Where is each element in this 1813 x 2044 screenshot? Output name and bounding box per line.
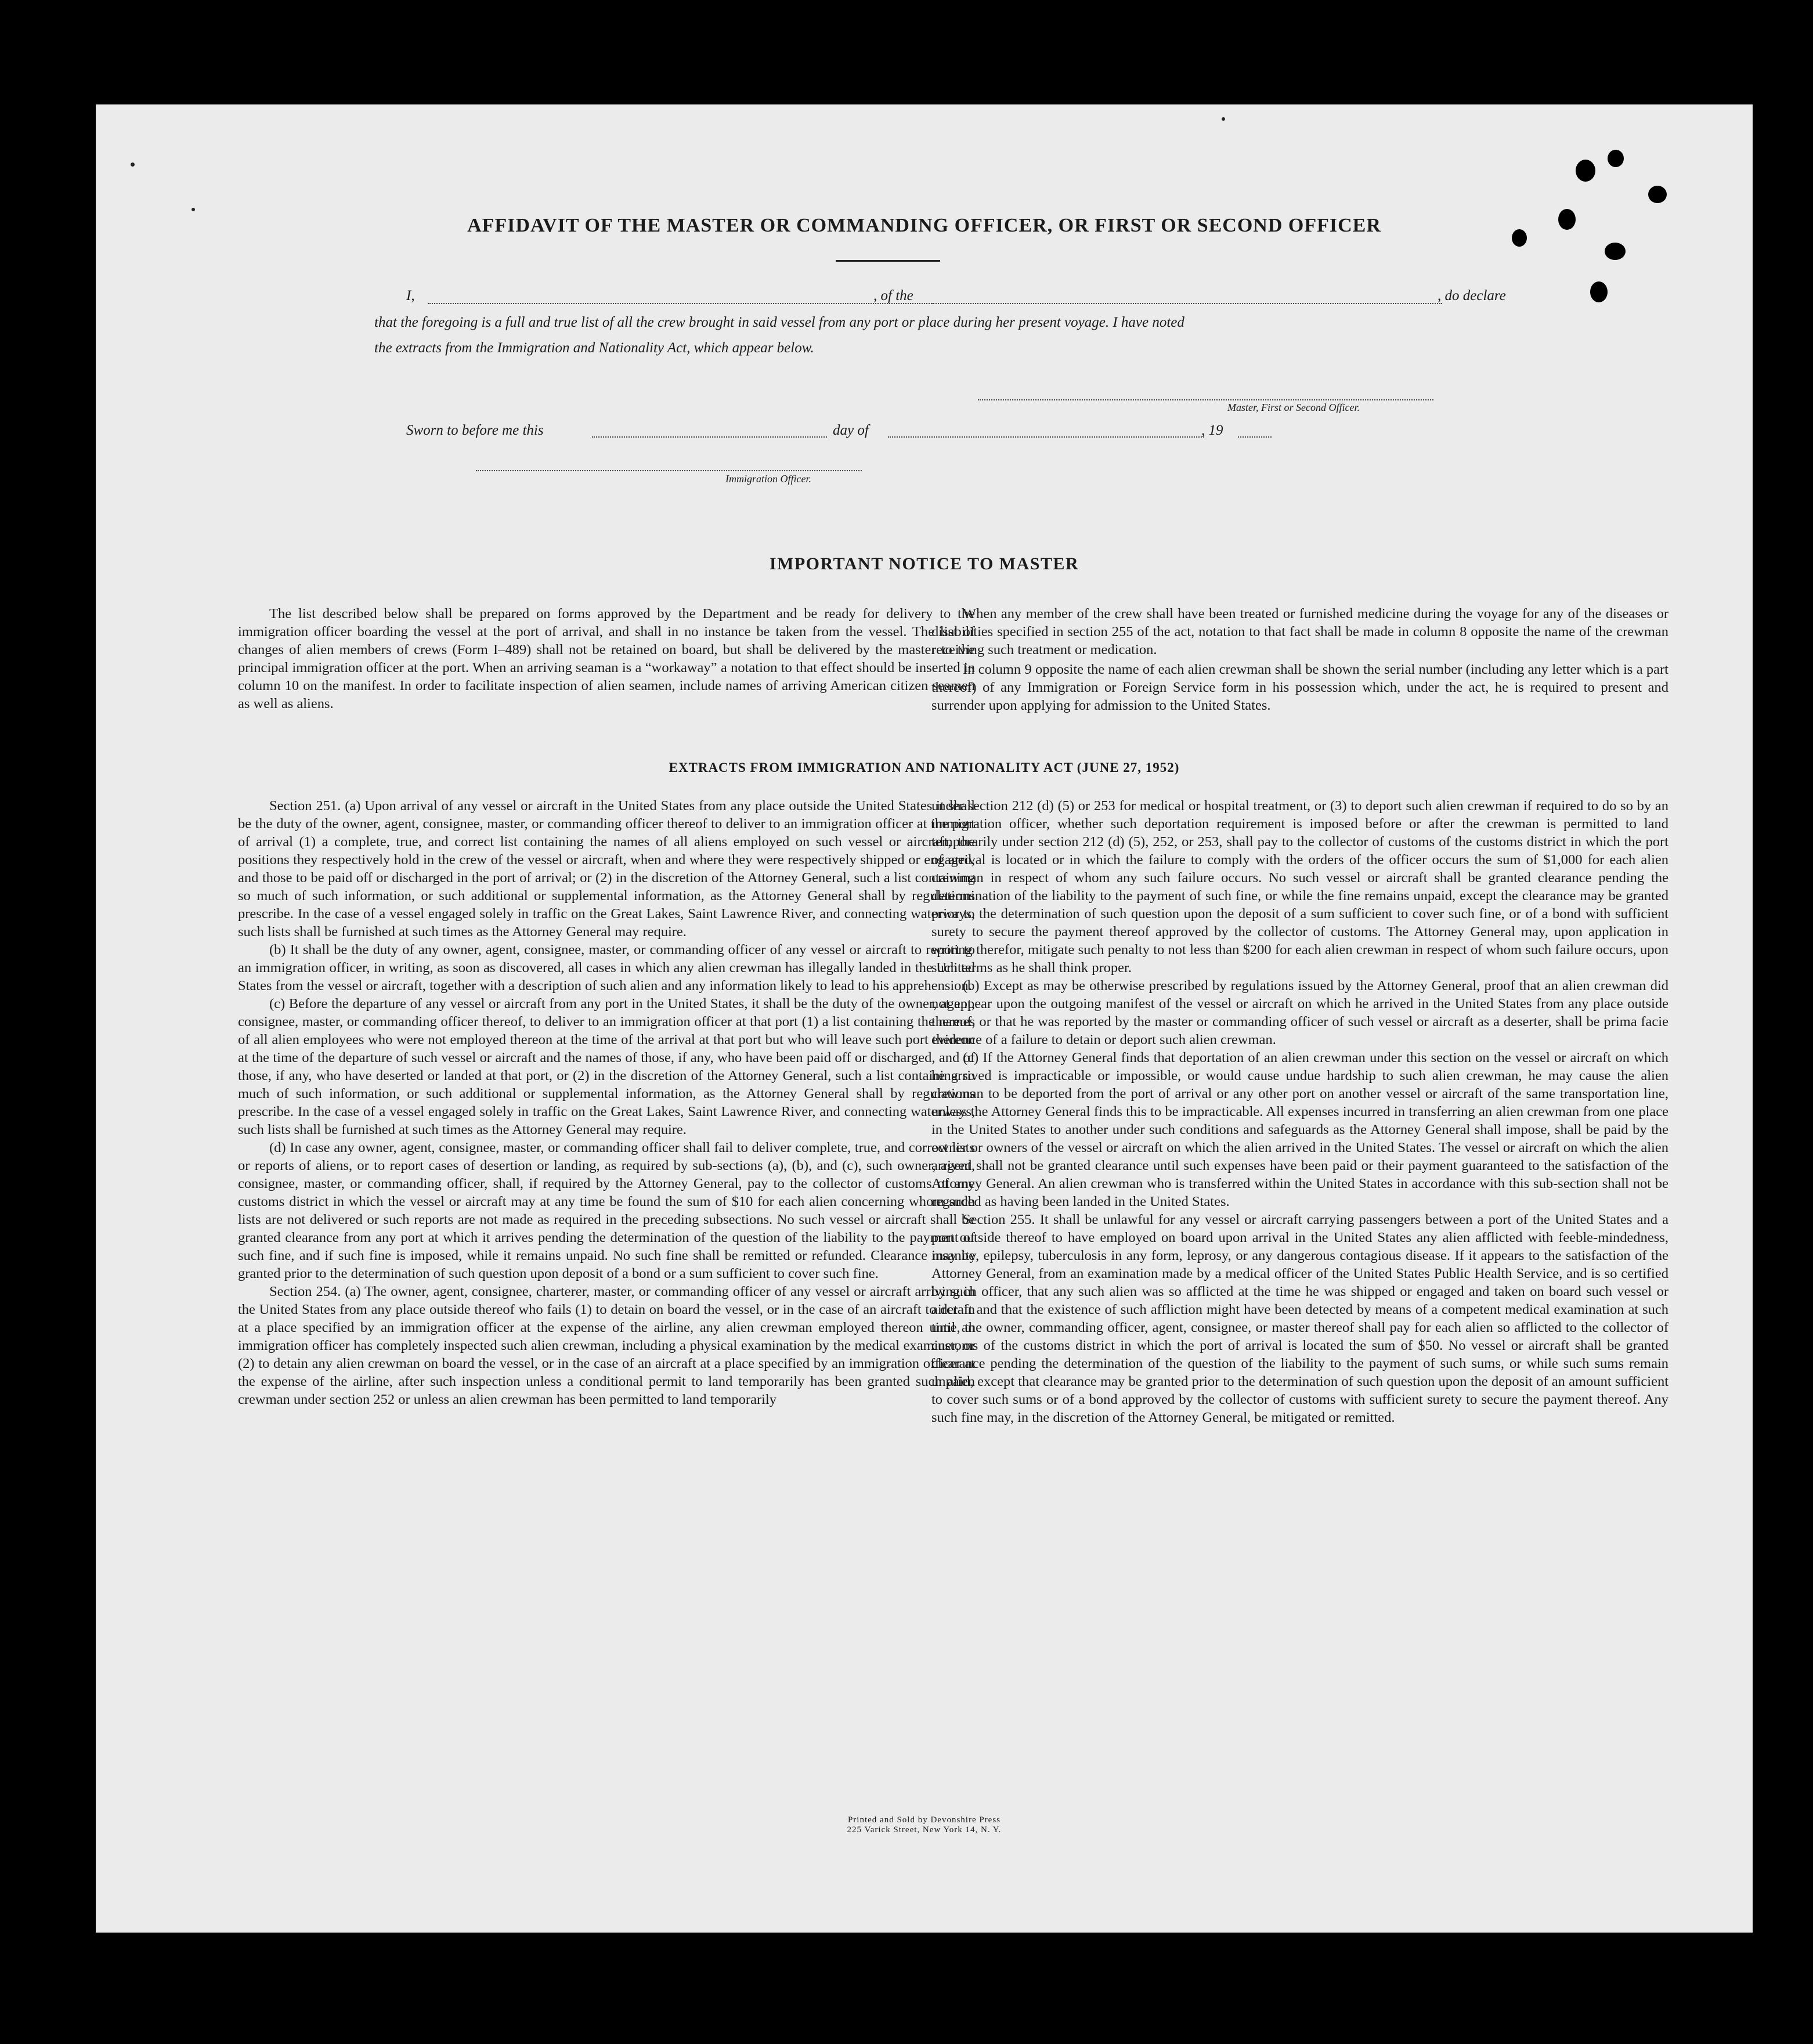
officer-signature-field[interactable] xyxy=(476,470,862,471)
ink-blot xyxy=(1590,281,1608,302)
section-251-b: (b) It shall be the duty of any owner, agent, consignee, master, or commanding officer of any vessel or aircraft to report to an immigration officer, in writing, as soon as discovered, all cases in which any alien crewman has illegally landed in the United States from the vessel or aircraft, together with a description of such alien and any information likely to lead to his apprehension. xyxy=(238,942,975,994)
affidavit-statement-1: that the foregoing is a full and true list of all the crew brought in said vessel from any port or place during her present voyage. I have noted xyxy=(374,315,1184,330)
notice-right-column xyxy=(931,605,1668,714)
ink-blot xyxy=(1648,186,1667,203)
printer-line-1: Printed and Sold by Devonshire Press xyxy=(847,1815,1001,1825)
speck xyxy=(1222,117,1225,121)
sworn-day-field[interactable] xyxy=(592,436,827,438)
sworn-year-field[interactable] xyxy=(1238,436,1272,438)
printer-line-2: 225 Varick Street, New York 14, N. Y. xyxy=(847,1825,1002,1834)
notice-title: IMPORTANT NOTICE TO MASTER xyxy=(769,554,1079,573)
section-251-d: (d) In case any owner, agent, consignee, master, or commanding officer shall fail to deliver complete, true, and correct lists or reports of aliens, or to report cases of desertion or landing, as required by sub-sections (a), (b), and (c), such owner, agent, consignee, master, or commanding officer, shall, if required by the Attorney General, pay to the collector of customs of any customs district in which the vessel or aircraft may at any time be found the sum of $10 for each alien concerning whom such lists are not delivered or such reports are not made as required in the preceding subsections. No such vessel or aircraft shall be granted clearance from any port at which it arrives pending the determination of the question of the liability to the payment of such fine, and if such fine is imposed, while it remains unpaid. No such fine shall be remitted or refunded. Clearance may be granted prior to the determination of such question upon deposit of a bond or a sum sufficient to cover such fine. xyxy=(238,1140,975,1281)
notice-right-paragraph-1: When any member of the crew shall have been treated or furnished medicine during the voyage for any of the diseases or disabilities specified in section 255 of the act, notation to that fact shall be made in column 8 opposite the name of the crewman receiving such treatment or medication. xyxy=(931,606,1668,658)
notice-left-paragraph: The list described below shall be prepared on forms approved by the Department and be ready for delivery to the immigration officer boarding the vessel at the port of arrival, and shall in no instance be taken from the vessel. The list of changes of alien members of crews (Form I–489) shall not be retained on board, but shall be delivered by the master to the principal immigration officer at the port. When an arriving seaman is a “workaway” a notation to that effect should be inserted in column 10 on the manifest. In order to facilitate inspection of alien seamen, include names of arriving American citizen seamen as well as aliens. xyxy=(238,606,975,712)
section-254-a: Section 254. (a) The owner, agent, consignee, charterer, master, or commanding officer of any vessel or aircraft arriving in the United States from any place outside thereof who fails (1) to detain on board the vessel, or in the case of an aircraft to detain at a place specified by an immigration officer at the expense of the airline, any alien crewman employed thereon until an immigration officer has completely inspected such alien crewman, including a physical examination by the medical examiner, or (2) to detain any alien crewman on board the vessel, or in the case of an aircraft at a place specified by an immigration officer at the expense of the airline, after such inspection unless a conditional permit to land temporarily has been granted such alien crewman under section 252 or unless an alien crewman has been permitted to land temporarily xyxy=(238,1284,975,1407)
affidavit-i: I, xyxy=(406,288,415,304)
section-254-c: (c) If the Attorney General finds that deportation of an alien crewman under this section on the vessel or aircraft on which he arrived is impracticable or impossible, or would cause undue hardship to such alien crewman, he may cause the alien crewman to be deported from the port of arrival or any other port on another vessel or aircraft of the same transportation line, unless the Attorney General finds this to be impracticable. All expenses incurred in transferring an alien crewman from one place in the United States to another under such conditions and safeguards as the Attorney General shall impose, shall be paid by the owner or owners of the vessel or aircraft on which the alien arrived in the United States. The vessel or aircraft on which the alien arrived shall not be granted clearance until such expenses have been paid or their payment guaranteed to the satisfaction of the Attorney General. An alien crewman who is transferred within the United States in accordance with this sub-section shall not be regarded as having been landed in the United States. xyxy=(931,1050,1668,1209)
document-page xyxy=(96,104,1753,1933)
extracts-left-column xyxy=(238,797,975,1409)
master-signature-field[interactable] xyxy=(978,399,1433,400)
speck xyxy=(192,208,195,211)
day-of-label: day of xyxy=(833,422,869,438)
ink-blot xyxy=(1605,243,1626,260)
printer-imprint xyxy=(96,1815,1753,1835)
section-254-b: (b) Except as may be otherwise prescribed by regulations issued by the Attorney General, proof that an alien crewman did not appear upon the outgoing manifest of the vessel or aircraft on which he arrived in the United States from any place outside thereof, or that he was reported by the master or commanding officer of such vessel or aircraft as a deserter, shall be prima facie evidence of a failure to detain or deport such alien crewman. xyxy=(931,978,1668,1048)
sworn-month-field[interactable] xyxy=(888,436,1204,438)
notice-left-column xyxy=(238,605,975,713)
ink-blot xyxy=(1576,160,1595,182)
section-251-c: (c) Before the departure of any vessel or aircraft from any port in the United States, it shall be the duty of the owner, agent, consignee, master, or commanding officer thereof, to deliver to an immigration officer at that port (1) a list containing the names of all alien employees who were not employed thereon at the time of the arrival at that port but who will leave such port thereon at the time of the departure of such vessel or aircraft and the names of those, if any, who have been paid off or discharged, and of those, if any, who have deserted or landed at that port, or (2) in the discretion of the Attorney General, such a list containing so much of such information, or such additional or supplemental information, as the Attorney General shall by regulations prescribe. In the case of a vessel engaged solely in traffic on the Great Lakes, Saint Lawrence River, and connecting waterways, such lists shall be furnished at such times as the Attorney General may require. xyxy=(238,996,975,1137)
ink-blot xyxy=(1608,150,1624,167)
title-rule xyxy=(836,260,940,262)
sworn-label: Sworn to before me this xyxy=(406,422,544,438)
officer-label: Immigration Officer. xyxy=(725,473,811,485)
affidavit-title: AFFIDAVIT OF THE MASTER OR COMMANDING OFFICER, OR FIRST OR SECOND OFFICER xyxy=(467,215,1381,236)
affidavit-declare: , do declare xyxy=(1438,288,1506,304)
affidavit-statement-2: the extracts from the Immigration and Nationality Act, which appear below. xyxy=(374,340,814,356)
speck xyxy=(131,162,135,167)
affidavit-of: , of the xyxy=(873,288,913,304)
section-254-a-continued: under section 212 (d) (5) or 253 for medical or hospital treatment, or (3) to deport such alien crewman if required to do so by an immigration officer, whether such deportation requirement is imposed before or after the crewman is permitted to land temporarily under section 212 (d) (5), 252, or 253, shall pay to the collector of customs of the customs district in which the port of arrival is located or in which the failure to comply with the orders of the officer occurs the sum of $1,000 for each alien crewman in respect of whom any such failure occurs. No such vessel or aircraft shall be granted clearance pending the determination of the liability to the payment of such fine, or while the fine remains unpaid, except the clearance may be granted prior to the determination of such question upon the deposit of a sum sufficient to cover such fine, or of a bond with sufficient surety to secure the payment thereof approved by the collector of customs. The Attorney General may, upon application in writing therefor, mitigate such penalty to not less than $200 for each alien crewman in respect of whom such failure occurs, upon such terms as he shall think proper. xyxy=(931,798,1668,976)
extracts-right-column xyxy=(931,797,1668,1427)
vessel-field[interactable] xyxy=(931,303,1442,304)
extracts-title: EXTRACTS FROM IMMIGRATION AND NATIONALITY ACT (JUNE 27, 1952) xyxy=(669,760,1180,775)
section-251-a: Section 251. (a) Upon arrival of any vessel or aircraft in the United States from any place outside the United States it shall be the duty of the owner, agent, consignee, master, or commanding officer thereof to deliver to an immigration officer at the port of arrival (1) a complete, true, and correct list containing the names of all aliens employed on such vessel or aircraft, the positions they respectively hold in the crew of the vessel or aircraft, when and where they were respectively shipped or engaged, and those to be paid off or discharged in the port of arrival; or (2) in the discretion of the Attorney General, such a list containing so much of such information, or such additional or supplemental information, as the Attorney General shall by regulations prescribe. In the case of a vessel engaged solely in traffic on the Great Lakes, Saint Lawrence River, and connecting waterways, such lists shall be furnished at such times as the Attorney General may require. xyxy=(238,798,975,940)
section-255: Section 255. It shall be unlawful for any vessel or aircraft carrying passengers between a port of the United States and a port outside thereof to have employed on board upon arrival in the United States any alien afflicted with feeble-mindedness, insanity, epilepsy, tuberculosis in any form, leprosy, or any dangerous contagious disease. If it appears to the satisfaction of the Attorney General, from an examination made by a medical officer of the United States Public Health Service, and is so certified by such officer, that any such alien was so afflicted at the time he was shipped or engaged and taken on board such vessel or aircraft and that the existence of such affliction might have been detected by means of a competent medical examination at such time, the owner, commanding officer, agent, consignee, or master thereof shall pay for each alien so afflicted to the collector of customs of the customs district in which the port of arrival is located the sum of $50. No vessel or aircraft shall be granted clearance pending the determination of the question of the liability to the payment of such sums, or while such sums remain unpaid, except that clearance may be granted prior to the determination of such question upon the deposit of an amount sufficient to cover such sums or of a bond approved by the collector of customs with sufficient surety to secure the payment thereof. Any such fine may, in the discretion of the Attorney General, be mitigated or remitted. xyxy=(931,1212,1668,1425)
year-prefix: , 19 xyxy=(1201,422,1223,438)
master-label: Master, First or Second Officer. xyxy=(1227,402,1360,413)
notice-right-paragraph-2: In column 9 opposite the name of each alien crewman shall be shown the serial number (including any letter which is a part thereof) of any Immigration or Foreign Service form in his possession which, under the act, he is required to present and surrender upon applying for admission to the United States. xyxy=(931,662,1668,713)
